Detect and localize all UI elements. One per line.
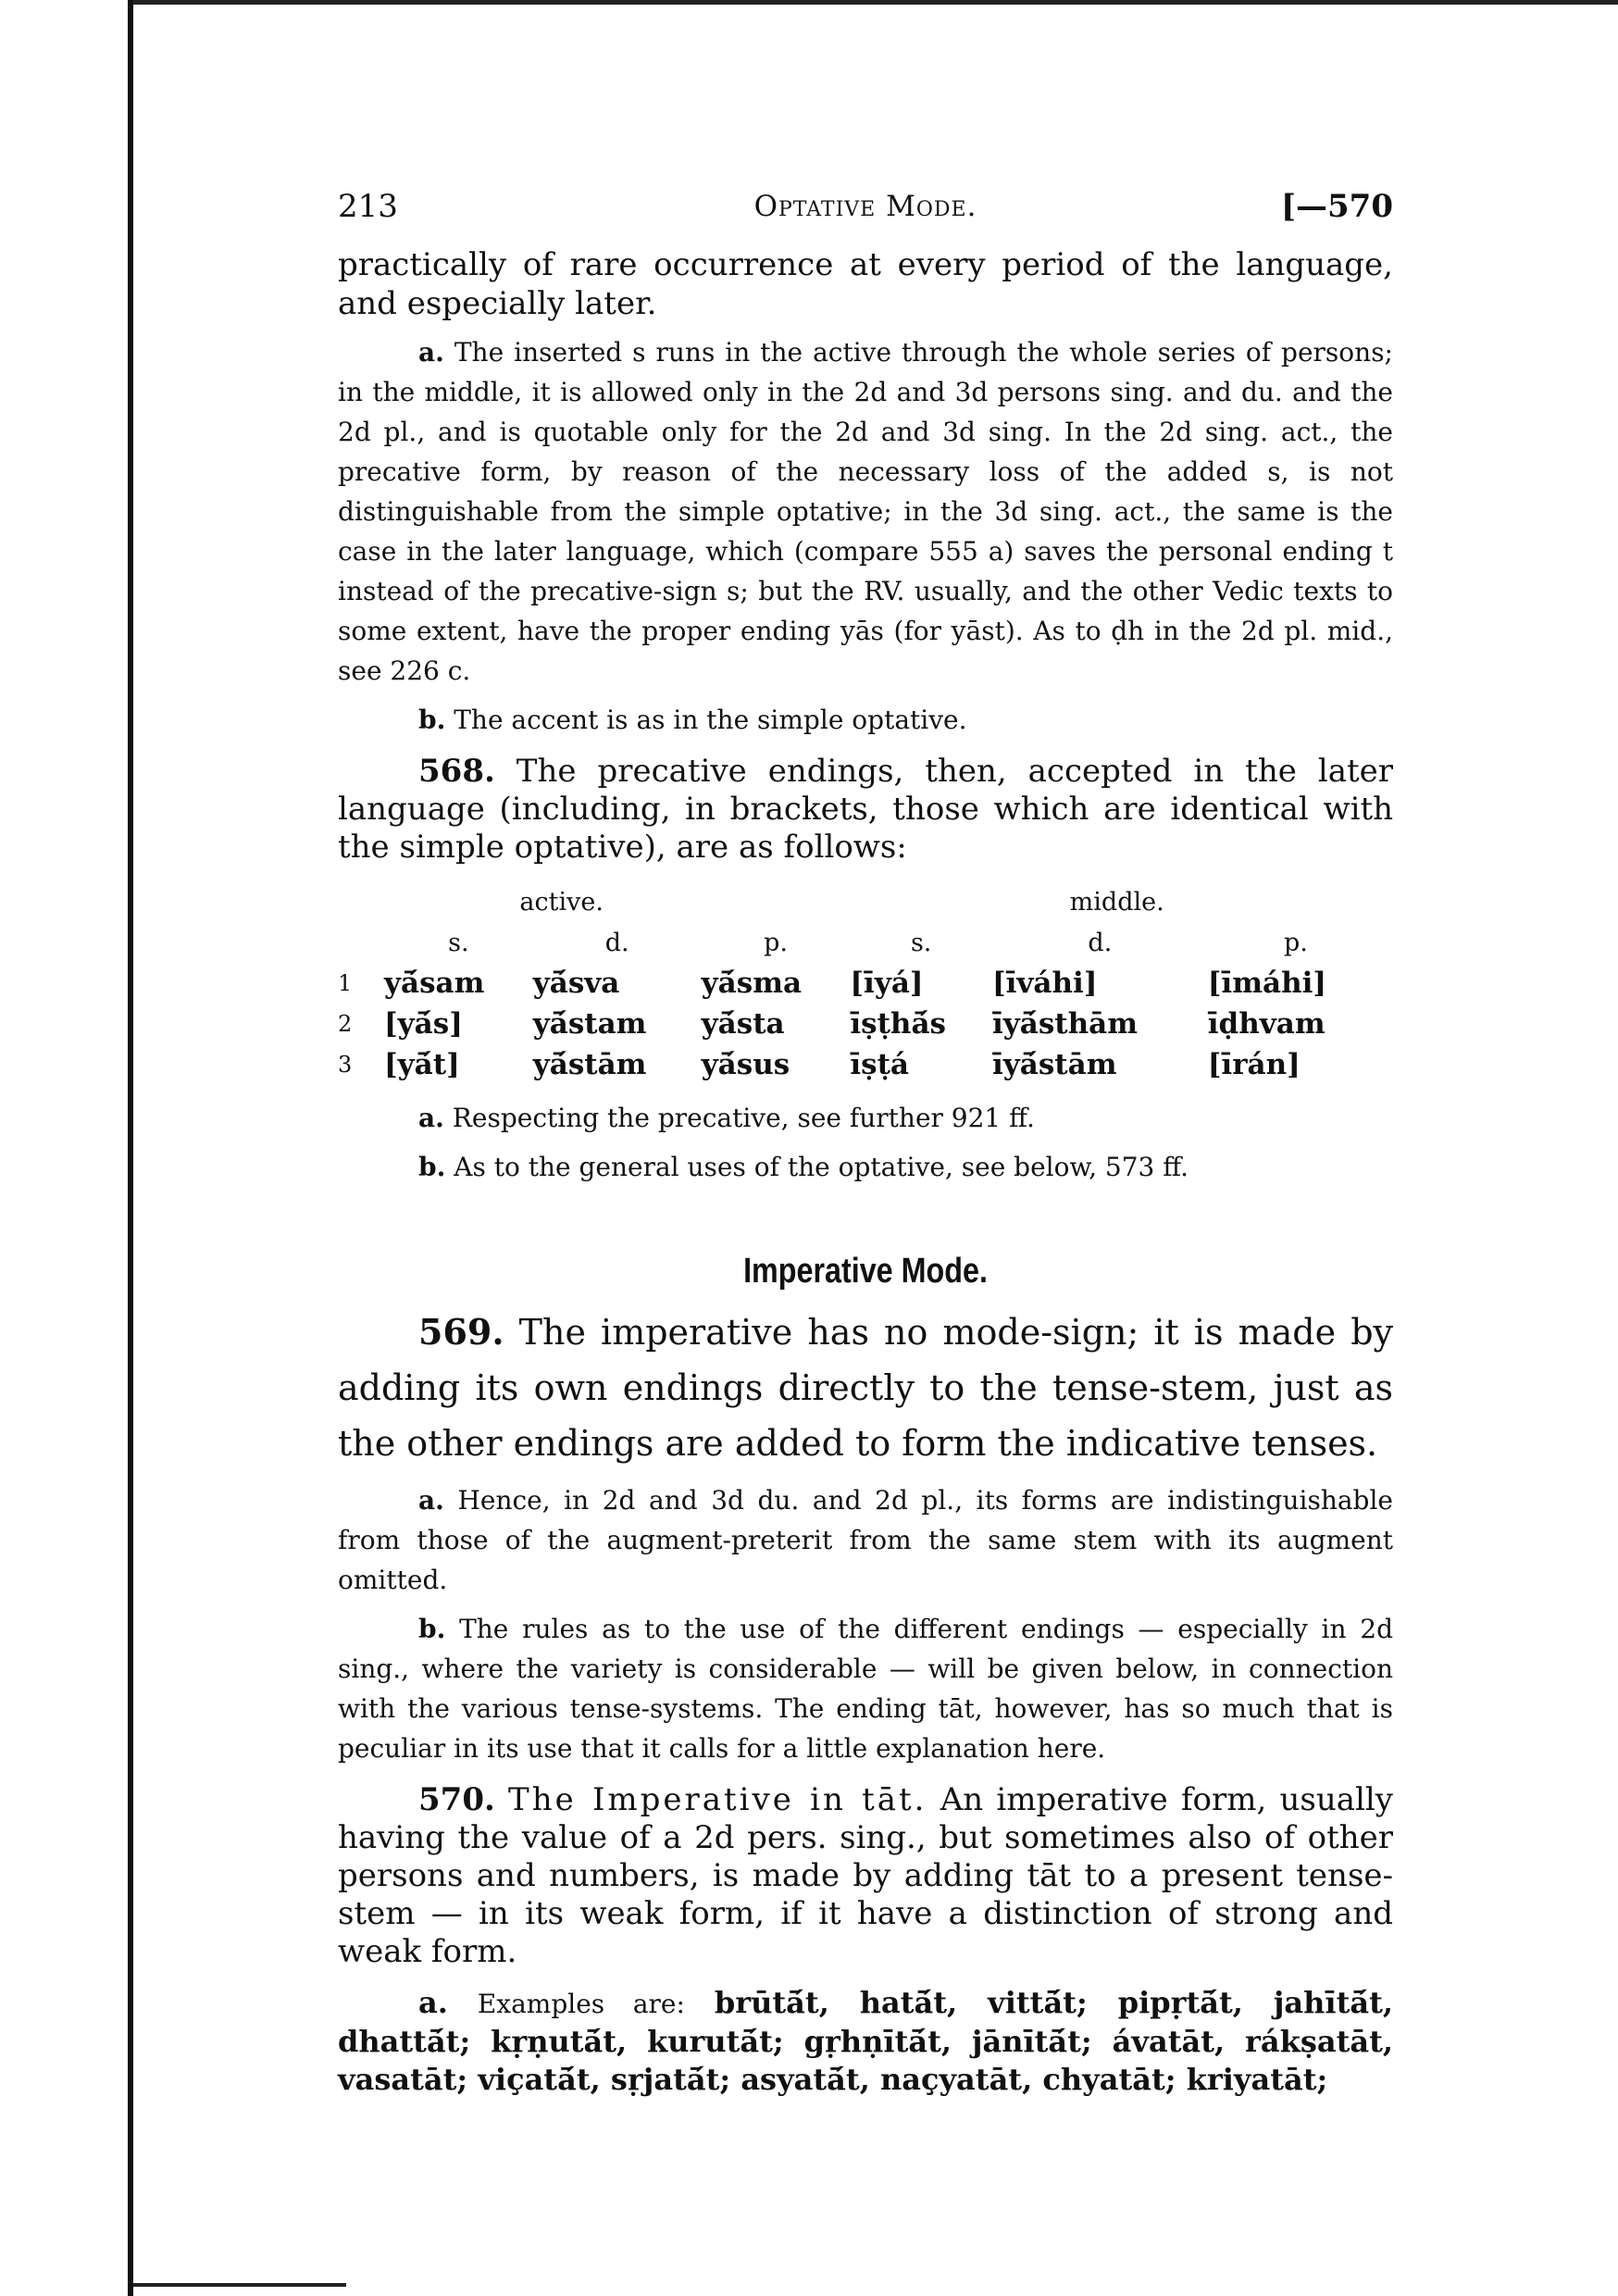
- paragraph-lead: Examples are:: [477, 1989, 685, 2019]
- paragraph-text: As to the general uses of the optative, see below, 573 ff.: [454, 1152, 1189, 1182]
- paragraph-label: a.: [418, 1985, 448, 2020]
- ending-cell: [yā́t]: [384, 1048, 460, 1081]
- paragraph-text: The inserted s runs in the active through the whole series of persons; in the middle, it is allowed only in the 2d and 3d persons sing. and du. and the 2d pl., and is quotable only for the 2d and 3d sing. In the 2d sing. act., the precative form, by reason of the necessary loss of the added s, is not distinguishable from the simple optative; in the 3d sing. act., the same is the case in the later language, which (compare 555 a) saves the personal ending t instead of the precative-sign s; but the RV. usually, and the other Vedic texts to some extent, have the proper ending yās (for yāst). As to ḍh in the 2d pl. mid., see 226 c.: [338, 337, 1393, 686]
- paragraph-569b: [338, 1609, 1393, 1768]
- paragraph-label: b.: [418, 705, 446, 735]
- paragraph-text: An imperative form, usually having the value of a 2d pers. sing., but sometimes also of other persons and numbers, is made by adding tāt to a present tense-stem — in its weak form, if it have a distinction of strong and weak form.: [338, 1781, 1393, 1970]
- ending-cell: [īváhi]: [991, 967, 1098, 1000]
- ending-cell: īṣṭá: [850, 1048, 910, 1081]
- ending-cell: yā́stām: [532, 1048, 647, 1081]
- paragraph-568b: [338, 1147, 1393, 1187]
- table-row: [338, 963, 1384, 1004]
- voice-header-row: [338, 881, 1384, 922]
- ending-cell: īyā́sthām: [991, 1007, 1139, 1041]
- table-row: [338, 1004, 1384, 1044]
- paragraph-568a: [338, 1098, 1393, 1138]
- ending-cell: yā́stam: [532, 1007, 647, 1041]
- paragraph-570a: [338, 1984, 1393, 2099]
- ending-cell: īḍhvam: [1207, 1007, 1326, 1041]
- paragraph-text: The rules as to the use of the different endings — especially in 2d sing., where the variety is considerable — will be given below, in connection with the various tense-systems. The ending tāt, however, has so much that is peculiar in its use that it calls for a little explanation here.: [338, 1614, 1394, 1764]
- page-body: [338, 181, 1393, 2099]
- binding-edge: [128, 0, 133, 2296]
- number-header: p.: [1283, 928, 1308, 957]
- ending-cell: yā́sus: [701, 1048, 790, 1081]
- number-header-row: [338, 922, 1384, 963]
- running-head: [338, 181, 1393, 236]
- paragraph-number: 570.: [418, 1781, 495, 1818]
- paragraph-label: b.: [418, 1614, 446, 1644]
- ending-cell: yā́sma: [701, 967, 803, 1000]
- number-header: s.: [448, 928, 469, 957]
- paragraph-label: b.: [418, 1152, 446, 1182]
- paragraph-568: [338, 753, 1393, 867]
- table-row: [338, 1044, 1384, 1085]
- number-header: s.: [910, 928, 932, 957]
- ending-cell: [īmáhi]: [1207, 967, 1327, 1000]
- paragraph-569a: [338, 1480, 1393, 1600]
- paragraph-567a: [338, 332, 1393, 691]
- person-number: 3: [338, 1052, 353, 1078]
- page-number: 213: [338, 188, 398, 225]
- paragraph-label: a.: [418, 1485, 444, 1516]
- ending-cell: īṣṭhā́s: [850, 1007, 947, 1041]
- middle-header: middle.: [1069, 887, 1164, 917]
- paragraph-569: [338, 1304, 1393, 1471]
- continued-paragraph-text: practically of rare occurrence at every period of the language, and especially later.: [338, 246, 1393, 322]
- ending-cell: [īyá]: [850, 967, 924, 1000]
- person-number: 1: [338, 970, 353, 996]
- paragraph-text: Respecting the precative, see further 921 ff.: [452, 1103, 1035, 1133]
- paragraph-number: 569.: [418, 1311, 504, 1353]
- paragraph-label: a.: [418, 337, 444, 368]
- paragraph-text: The accent is as in the simple optative.: [454, 705, 967, 735]
- paragraph-570: [338, 1781, 1393, 1971]
- person-number: 2: [338, 1011, 353, 1037]
- ending-cell: yā́sam: [384, 967, 485, 1000]
- running-title: Optative Mode.: [753, 190, 977, 223]
- ending-cell: yā́sta: [701, 1007, 785, 1041]
- paragraph-text: Hence, in 2d and 3d du. and 2d pl., its forms are indistinguishable from those of the augment-preterit from the same stem with its augment omitted.: [338, 1485, 1394, 1595]
- number-header: p.: [764, 928, 788, 957]
- paragraph-text: The precative endings, then, accepted in the later language (including, in brackets, those which are identical with the simple optative), are as follows:: [338, 753, 1393, 866]
- section-reference: [—570: [1280, 188, 1393, 225]
- continued-paragraph: [338, 245, 1393, 323]
- precative-endings-table: [338, 881, 1384, 1085]
- paragraph-number: 568.: [418, 753, 495, 790]
- paragraph-label: a.: [418, 1103, 444, 1133]
- paragraph-567b: [338, 700, 1393, 740]
- ending-cell: yā́sva: [532, 967, 620, 1000]
- ending-cell: [īrán]: [1207, 1048, 1301, 1081]
- top-scan-edge: [133, 0, 1618, 5]
- paragraph-title: The Imperative in tāt.: [508, 1781, 927, 1818]
- number-header: d.: [604, 928, 629, 957]
- examples-text: brūtā́t, hatā́t, vittā́t; pipṛtā́t, jahītā́t, dhattā́t; kṛṇutā́t, kurutā́t; gṛhṇītā́t, jānītā́t; ávatāt, rákṣatāt, vasatāt; viçatā́t, sṛjatā́t; asyatā́t, naçyatāt, chyatāt; kriyatāt;: [338, 1985, 1394, 2097]
- section-heading: Imperative Mode.: [743, 1252, 988, 1291]
- ending-cell: [yā́s]: [384, 1007, 463, 1041]
- paragraph-text: The imperative has no mode-sign; it is made by adding its own endings directly to the tense-stem, just as the other endings are added to form the indicative tenses.: [338, 1312, 1393, 1464]
- active-header: active.: [519, 887, 604, 917]
- bottom-scan-edge: [133, 2283, 346, 2287]
- ending-cell: īyā́stām: [991, 1048, 1117, 1081]
- number-header: d.: [1088, 928, 1113, 957]
